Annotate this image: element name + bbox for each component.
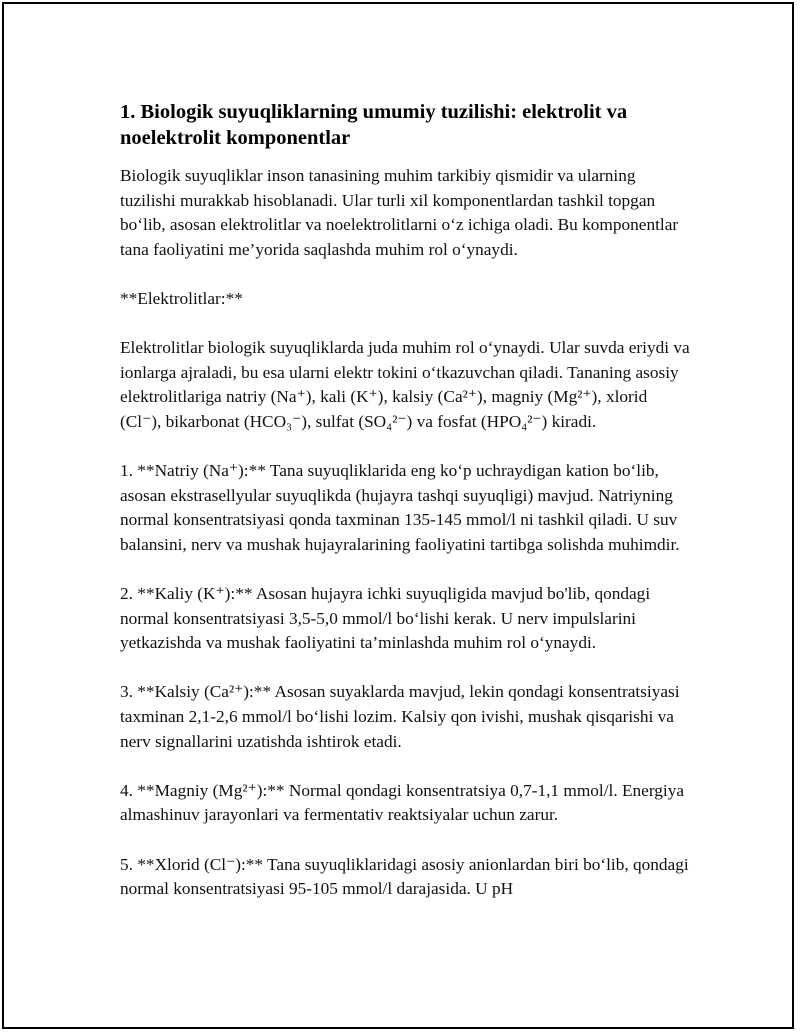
electrolyte-item-natriy: 1. **Natriy (Na⁺):** Tana suyuqliklarida eng ko‘p uchraydigan kation bo‘lib, asosan ekstrasellyular suyuqlikda (hujayra tashqi suyuqligi) mavjud. Natriyning normal konsentratsiyasi qonda taxminan 135-145 mmol/l ni tashkil qiladi. U suv balansini, nerv va mushak hujayralarining faoliyatini tartibga solishda muhimdir. (120, 461, 680, 554)
electrolyte-item-kaliy: 2. **Kaliy (K⁺):** Asosan hujayra ichki suyuqligida mavjud bo'lib, qondagi normal konsentratsiyasi 3,5-5,0 mmol/l bo‘lishi kerak. U nerv impulslarini yetkazishda va mushak faoliyatini ta’minlashda muhim rol o‘ynaydi. (120, 584, 651, 653)
document-body (120, 99, 690, 926)
section-heading: 1. Biologik suyuqliklarning umumiy tuzilishi: elektrolit va noelektrolit komponentlar (120, 101, 628, 149)
electrolytes-intro-paragraph: Elektrolitlar biologik suyuqliklarda juda muhim rol o‘ynaydi. Ular suvda eriydi va ionlarga ajraladi, bu esa ularni elektr tokini o‘tkazuvchan qiladi. Tananing asosiy elektrolitlariga natriy (Na⁺), kali (K⁺), kalsiy (Ca²⁺), magniy (Mg²⁺), xlorid (Cl⁻), bikarbonat (HCO₃⁻), sulfat (SO₄²⁻) va fosfat (HPO₄²⁻) kiradi. (120, 338, 690, 431)
electrolyte-item-kalsiy: 3. **Kalsiy (Ca²⁺):** Asosan suyaklarda mavjud, lekin qondagi konsentratsiyasi taxminan 2,1-2,6 mmol/l bo‘lishi lozim. Kalsiy qon ivishi, mushak qisqarishi va nerv signallarini uzatishda ishtirok etadi. (120, 682, 680, 751)
document-page (2, 2, 794, 1029)
intro-paragraph: Biologik suyuqliklar inson tanasining muhim tarkibiy qismidir va ularning tuzilishi murakkab hisoblanadi. Ular turli xil komponentlardan tashkil topgan bo‘lib, asosan elektrolitlar va noelektrolitlarni o‘z ichiga oladi. Bu komponentlar tana faoliyatini me’yorida saqlashda muhim rol o‘ynaydi. (120, 166, 679, 259)
electrolytes-label: **Elektrolitlar:** (120, 288, 243, 308)
electrolyte-item-xlorid: 5. **Xlorid (Cl⁻):** Tana suyuqliklaridagi asosiy anionlardan biri bo‘lib, qondagi normal konsentratsiyasi 95-105 mmol/l darajasida. U pH (120, 854, 689, 899)
electrolyte-item-magniy: 4. **Magniy (Mg²⁺):** Normal qondagi konsentratsiya 0,7-1,1 mmol/l. Energiya almashinuv jarayonlari va fermentativ reaktsiyalar uchun zarur. (120, 780, 685, 825)
